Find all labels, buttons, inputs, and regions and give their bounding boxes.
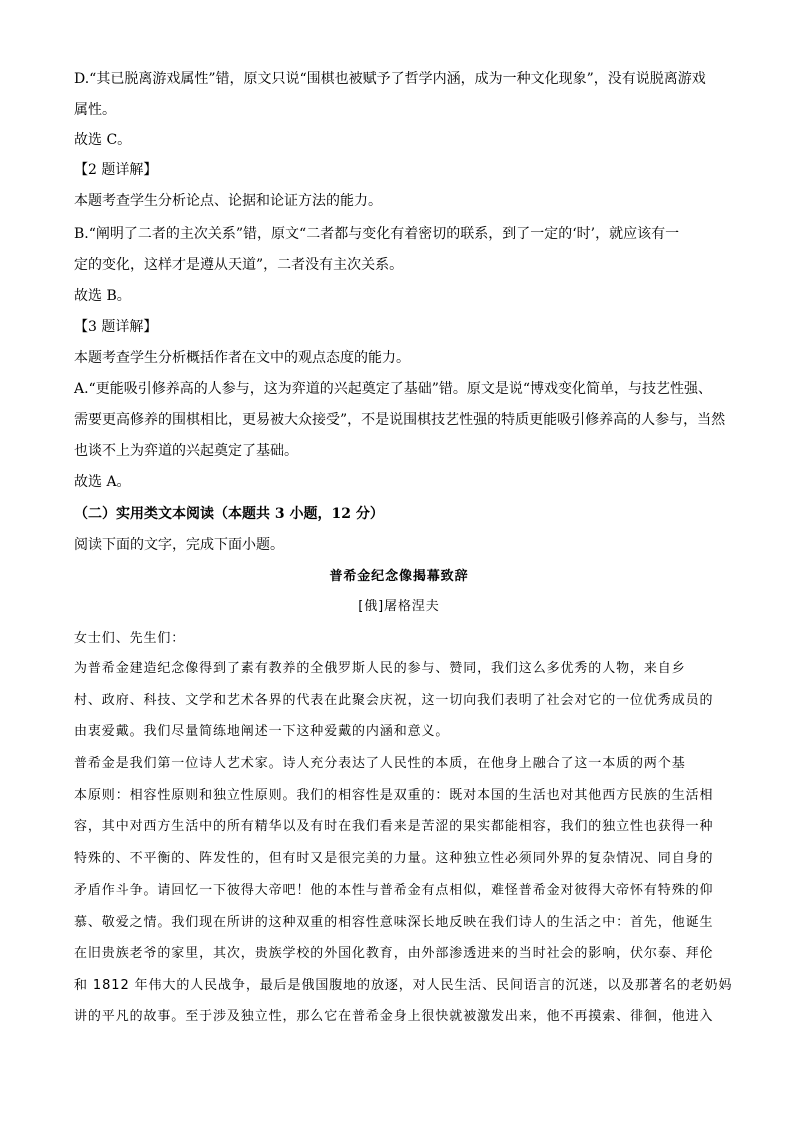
essay-paragraph1-line: 村、政府、科技、文学和艺术各界的代表在此聚会庆祝，这一切向我们表明了社会对它的一位优秀成员的 xyxy=(74,693,714,708)
q1-option-d-line2: 属性。 xyxy=(74,102,116,118)
essay-paragraph2-line: 容，其中对西方生活中的所有精华以及有时在我们看来是苦涩的果实都能相容，我们的独立性也获得一种 xyxy=(74,819,714,834)
q2-explanation: 本题考查学生分析论点、论据和论证方法的能力。 xyxy=(74,193,382,209)
essay-paragraph2-line: 普希金是我们第一位诗人艺术家。诗人充分表达了人民性的本质，在他身上融合了这一本质的两个基 xyxy=(74,756,686,771)
q3-option-a-line2: 需要更高修养的围棋相比，更易被大众接受”，不是说围棋技艺性强的特质更能吸引修养高的人参与，当然 xyxy=(74,412,726,428)
q3-option-a-line3: 也谈不上为弈道的兴起奠定了基础。 xyxy=(74,443,298,459)
essay-paragraph2-line: 本原则：相容性原则和独立性原则。我们的相容性是双重的：既对本国的生活也对其他西方民族的生活相 xyxy=(74,788,714,803)
q2-heading: 【2 题详解】 xyxy=(74,162,158,178)
essay-paragraph1-line: 为普希金建造纪念像得到了素有教养的全俄罗斯人民的参与、赞同，我们这么多优秀的人物，来自乡 xyxy=(74,661,686,676)
q1-answer: 故选 C。 xyxy=(74,132,132,148)
q2-answer: 故选 B。 xyxy=(74,288,131,304)
section-heading: （二）实用类文本阅读（本题共 3 小题，12 分） xyxy=(74,506,384,522)
q3-option-a-line1: A.“更能吸引修养高的人参与，这为弈道的兴起奠定了基础”错。原文是说“博戏变化简单，与技艺性强、 xyxy=(74,381,713,397)
q1-option-d-line1: D.“其已脱离游戏属性”错，原文只说“围棋也被赋予了哲学内涵，成为一种文化现象”，没有说脱离游戏 xyxy=(74,71,706,87)
essay-paragraph2-line: 和 1812 年伟大的人民战争，最后是俄国腹地的放逐，对人民生活、民间语言的沉迷，以及那著名的老奶妈 xyxy=(74,978,733,993)
essay-paragraph1-line: 由衷爱戴。我们尽量简练地阐述一下这种爱戴的内涵和意义。 xyxy=(74,724,450,739)
essay-paragraph2-line: 在旧贵族老爷的家里，其次，贵族学校的外国化教育，由外部渗透进来的当时社会的影响，伏尔泰、拜伦 xyxy=(74,946,714,961)
q2-option-b-line2: 定的变化，这样才是遵从天道”，二者没有主次关系。 xyxy=(74,257,404,273)
q2-option-b-line1: B.“阐明了二者的主次关系”错，原文“二者都与变化有着密切的联系，到了一定的‘时’，就应该有一 xyxy=(74,226,680,242)
q3-heading: 【3 题详解】 xyxy=(74,319,158,335)
essay-paragraph2-line: 慕、敬爱之情。我们现在所讲的这种双重的相容性意味深长地反映在我们诗人的生活之中：首先，他诞生 xyxy=(74,915,714,930)
essay-title: 普希金纪念像揭幕致辞 xyxy=(329,569,469,584)
essay-paragraph2-line: 讲的平凡的故事。至于涉及独立性，那么它在普希金身上很快就被激发出来，他不再摸索、徘徊，他进入 xyxy=(74,1009,714,1024)
essay-paragraph2-line: 特殊的、不平衡的、阵发性的，但有时又是很完美的力量。这种独立性必须同外界的复杂情况、同自身的 xyxy=(74,851,714,866)
essay-paragraph2-line: 矛盾作斗争。请回忆一下彼得大帝吧！他的本性与普希金有点相似，难怪普希金对彼得大帝怀有特殊的仰 xyxy=(74,883,714,898)
q3-explanation: 本题考查学生分析概括作者在文中的观点态度的能力。 xyxy=(74,350,410,366)
essay-author: [俄]屠格涅夫 xyxy=(358,599,440,614)
reading-instruction: 阅读下面的文字，完成下面小题。 xyxy=(74,537,284,553)
essay-salutation: 女士们、先生们： xyxy=(74,631,186,646)
q3-answer: 故选 A。 xyxy=(74,474,131,490)
